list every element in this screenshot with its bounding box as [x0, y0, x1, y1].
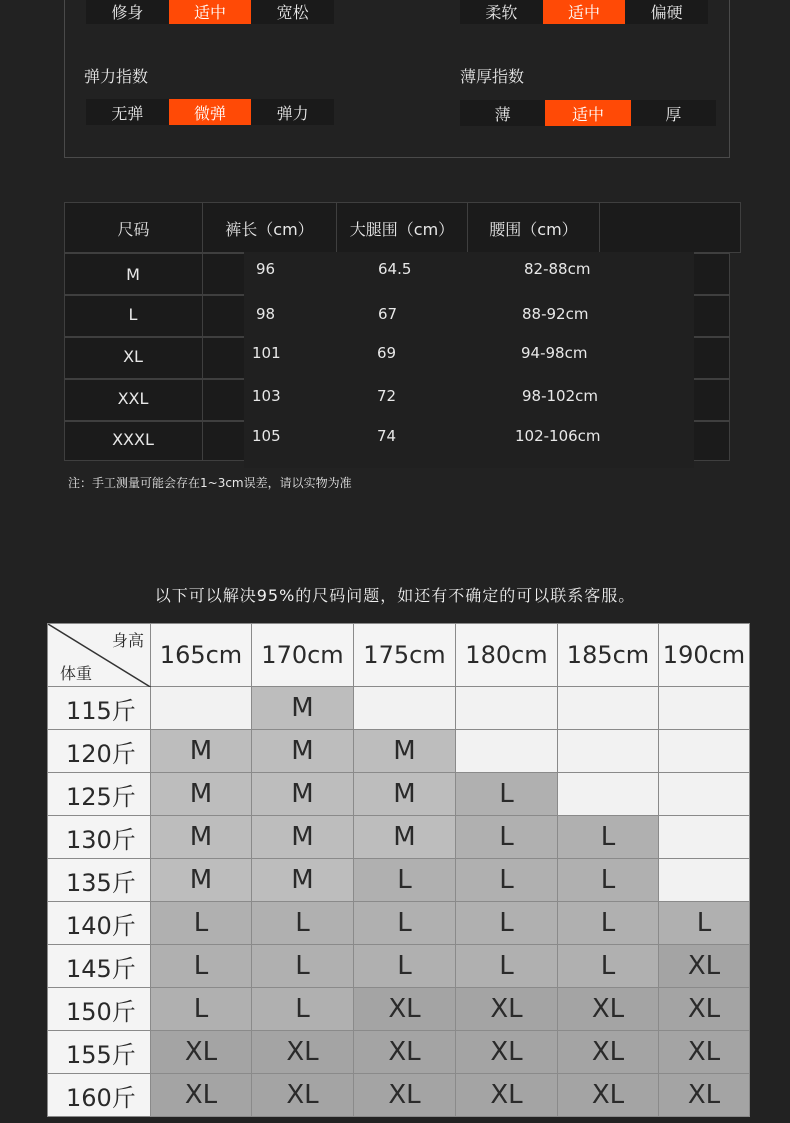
size-cell — [456, 687, 558, 730]
size-cell: M — [252, 687, 354, 730]
size-cell: M — [252, 816, 354, 859]
softness-selector — [460, 0, 708, 24]
size-cell: XL — [151, 1031, 252, 1074]
elasticity-option-slight: 微弹 — [169, 99, 252, 125]
height-header: 175cm — [354, 623, 456, 687]
corner-weight-label: 体重 — [60, 664, 93, 683]
size-cell — [659, 816, 750, 859]
header-length: 裤长（cm） — [203, 203, 337, 253]
thickness-option-thick: 厚 — [665, 104, 682, 124]
size-cell — [354, 687, 456, 730]
size-cell: L — [354, 945, 456, 988]
thigh-value: 69 — [377, 344, 397, 362]
thickness-option-thin: 薄 — [494, 104, 511, 124]
measurement-note: 注：手工测量可能会存在1~3cm误差，请以实物为准 — [68, 476, 352, 490]
size-cell — [659, 730, 750, 773]
waist-value: 98-102cm — [522, 387, 598, 405]
waist-value: 102-106cm — [515, 427, 601, 445]
size-cell: XL — [354, 988, 456, 1031]
size-label: XXXL — [112, 429, 154, 449]
elasticity-label: 弹力指数 — [84, 67, 149, 86]
size-cell — [558, 773, 659, 816]
header-thigh: 大腿围（cm） — [337, 203, 468, 253]
size-cell: XL — [252, 1031, 354, 1074]
thickness-label: 薄厚指数 — [460, 67, 525, 86]
size-cell: XL — [558, 988, 659, 1031]
softness-option-soft: 柔软 — [485, 2, 518, 22]
fit-option-regular: 适中 — [169, 0, 252, 24]
size-cell: XL — [659, 988, 750, 1031]
size-cell: XL — [354, 1074, 456, 1117]
weight-label: 140斤 — [47, 902, 151, 945]
size-cell: M — [151, 730, 252, 773]
size-cell: L — [151, 945, 252, 988]
size-cell: L — [558, 945, 659, 988]
size-cell: XL — [252, 1074, 354, 1117]
size-cell: L — [151, 988, 252, 1031]
size-cell: L — [151, 902, 252, 945]
height-header: 185cm — [558, 623, 659, 687]
size-cell: M — [151, 816, 252, 859]
size-cell — [659, 687, 750, 730]
size-label: L — [128, 304, 138, 324]
thigh-value: 67 — [378, 305, 398, 323]
header-waist: 腰围（cm） — [468, 203, 600, 253]
waist-value: 82-88cm — [524, 260, 591, 278]
table-value-panel — [244, 252, 694, 468]
size-cell: XL — [558, 1074, 659, 1117]
corner-height-label: 身高 — [111, 631, 144, 650]
size-cell: M — [252, 730, 354, 773]
size-cell: L — [558, 902, 659, 945]
size-cell: L — [558, 816, 659, 859]
fit-selector — [86, 0, 334, 24]
size-cell: XL — [456, 1074, 558, 1117]
thickness-selector — [460, 100, 716, 126]
size-cell: L — [354, 859, 456, 902]
elasticity-option-none: 无弹 — [111, 103, 144, 123]
size-cell: XL — [558, 1031, 659, 1074]
size-cell: L — [456, 945, 558, 988]
grid-corner — [47, 623, 151, 687]
thickness-option-medium: 适中 — [545, 100, 630, 126]
waist-value: 94-98cm — [521, 344, 588, 362]
softness-option-hard: 偏硬 — [650, 2, 683, 22]
size-cell — [659, 773, 750, 816]
elasticity-selector — [86, 99, 334, 125]
length-value: 105 — [252, 427, 281, 445]
size-cell — [558, 730, 659, 773]
size-cell: L — [456, 902, 558, 945]
size-cell — [456, 730, 558, 773]
size-cell: L — [252, 988, 354, 1031]
thigh-value: 74 — [377, 427, 397, 445]
size-label: XL — [123, 346, 143, 366]
fit-option-slim: 修身 — [111, 2, 144, 22]
size-cell: XL — [151, 1074, 252, 1117]
softness-option-medium: 适中 — [543, 0, 626, 24]
height-header: 180cm — [456, 623, 558, 687]
thigh-value: 72 — [377, 387, 397, 405]
weight-label: 150斤 — [47, 988, 151, 1031]
size-cell — [151, 687, 252, 730]
size-cell: L — [354, 902, 456, 945]
waist-value: 88-92cm — [522, 305, 589, 323]
weight-label: 135斤 — [47, 859, 151, 902]
size-cell: L — [252, 945, 354, 988]
weight-label: 155斤 — [47, 1031, 151, 1074]
size-cell: XL — [659, 1031, 750, 1074]
fit-option-loose: 宽松 — [276, 2, 309, 22]
size-cell: L — [558, 859, 659, 902]
length-value: 103 — [252, 387, 281, 405]
header-size: 尺码 — [65, 203, 203, 253]
length-value: 101 — [252, 344, 281, 362]
size-cell: XL — [456, 988, 558, 1031]
size-cell: XL — [659, 945, 750, 988]
size-cell: M — [151, 773, 252, 816]
size-cell: XL — [659, 1074, 750, 1117]
size-cell: XL — [354, 1031, 456, 1074]
size-cell: M — [151, 859, 252, 902]
size-cell: L — [252, 902, 354, 945]
size-cell: L — [456, 816, 558, 859]
weight-label: 130斤 — [47, 816, 151, 859]
size-label: M — [126, 264, 140, 284]
height-header: 190cm — [659, 623, 750, 687]
size-cell: M — [252, 859, 354, 902]
size-label: XXL — [117, 388, 149, 408]
weight-label: 120斤 — [47, 730, 151, 773]
size-cell: M — [354, 730, 456, 773]
elasticity-option-elastic: 弹力 — [276, 103, 309, 123]
size-cell — [558, 687, 659, 730]
size-cell: L — [659, 902, 750, 945]
height-header: 165cm — [151, 623, 252, 687]
thigh-value: 64.5 — [378, 260, 412, 278]
recommend-subtitle: 以下可以解决95%的尺码问题，如还有不确定的可以联系客服。 — [154, 586, 636, 605]
weight-label: 115斤 — [47, 687, 151, 730]
height-header: 170cm — [252, 623, 354, 687]
size-cell: XL — [456, 1031, 558, 1074]
size-cell: M — [354, 816, 456, 859]
weight-label: 125斤 — [47, 773, 151, 816]
length-value: 96 — [256, 260, 276, 278]
size-cell — [659, 859, 750, 902]
size-table-header — [64, 202, 741, 253]
length-value: 98 — [256, 305, 276, 323]
size-cell: L — [456, 859, 558, 902]
weight-label: 160斤 — [47, 1074, 151, 1117]
size-cell: M — [252, 773, 354, 816]
size-cell: L — [456, 773, 558, 816]
size-recommendation-grid — [47, 623, 750, 1123]
weight-label: 145斤 — [47, 945, 151, 988]
size-cell: M — [354, 773, 456, 816]
